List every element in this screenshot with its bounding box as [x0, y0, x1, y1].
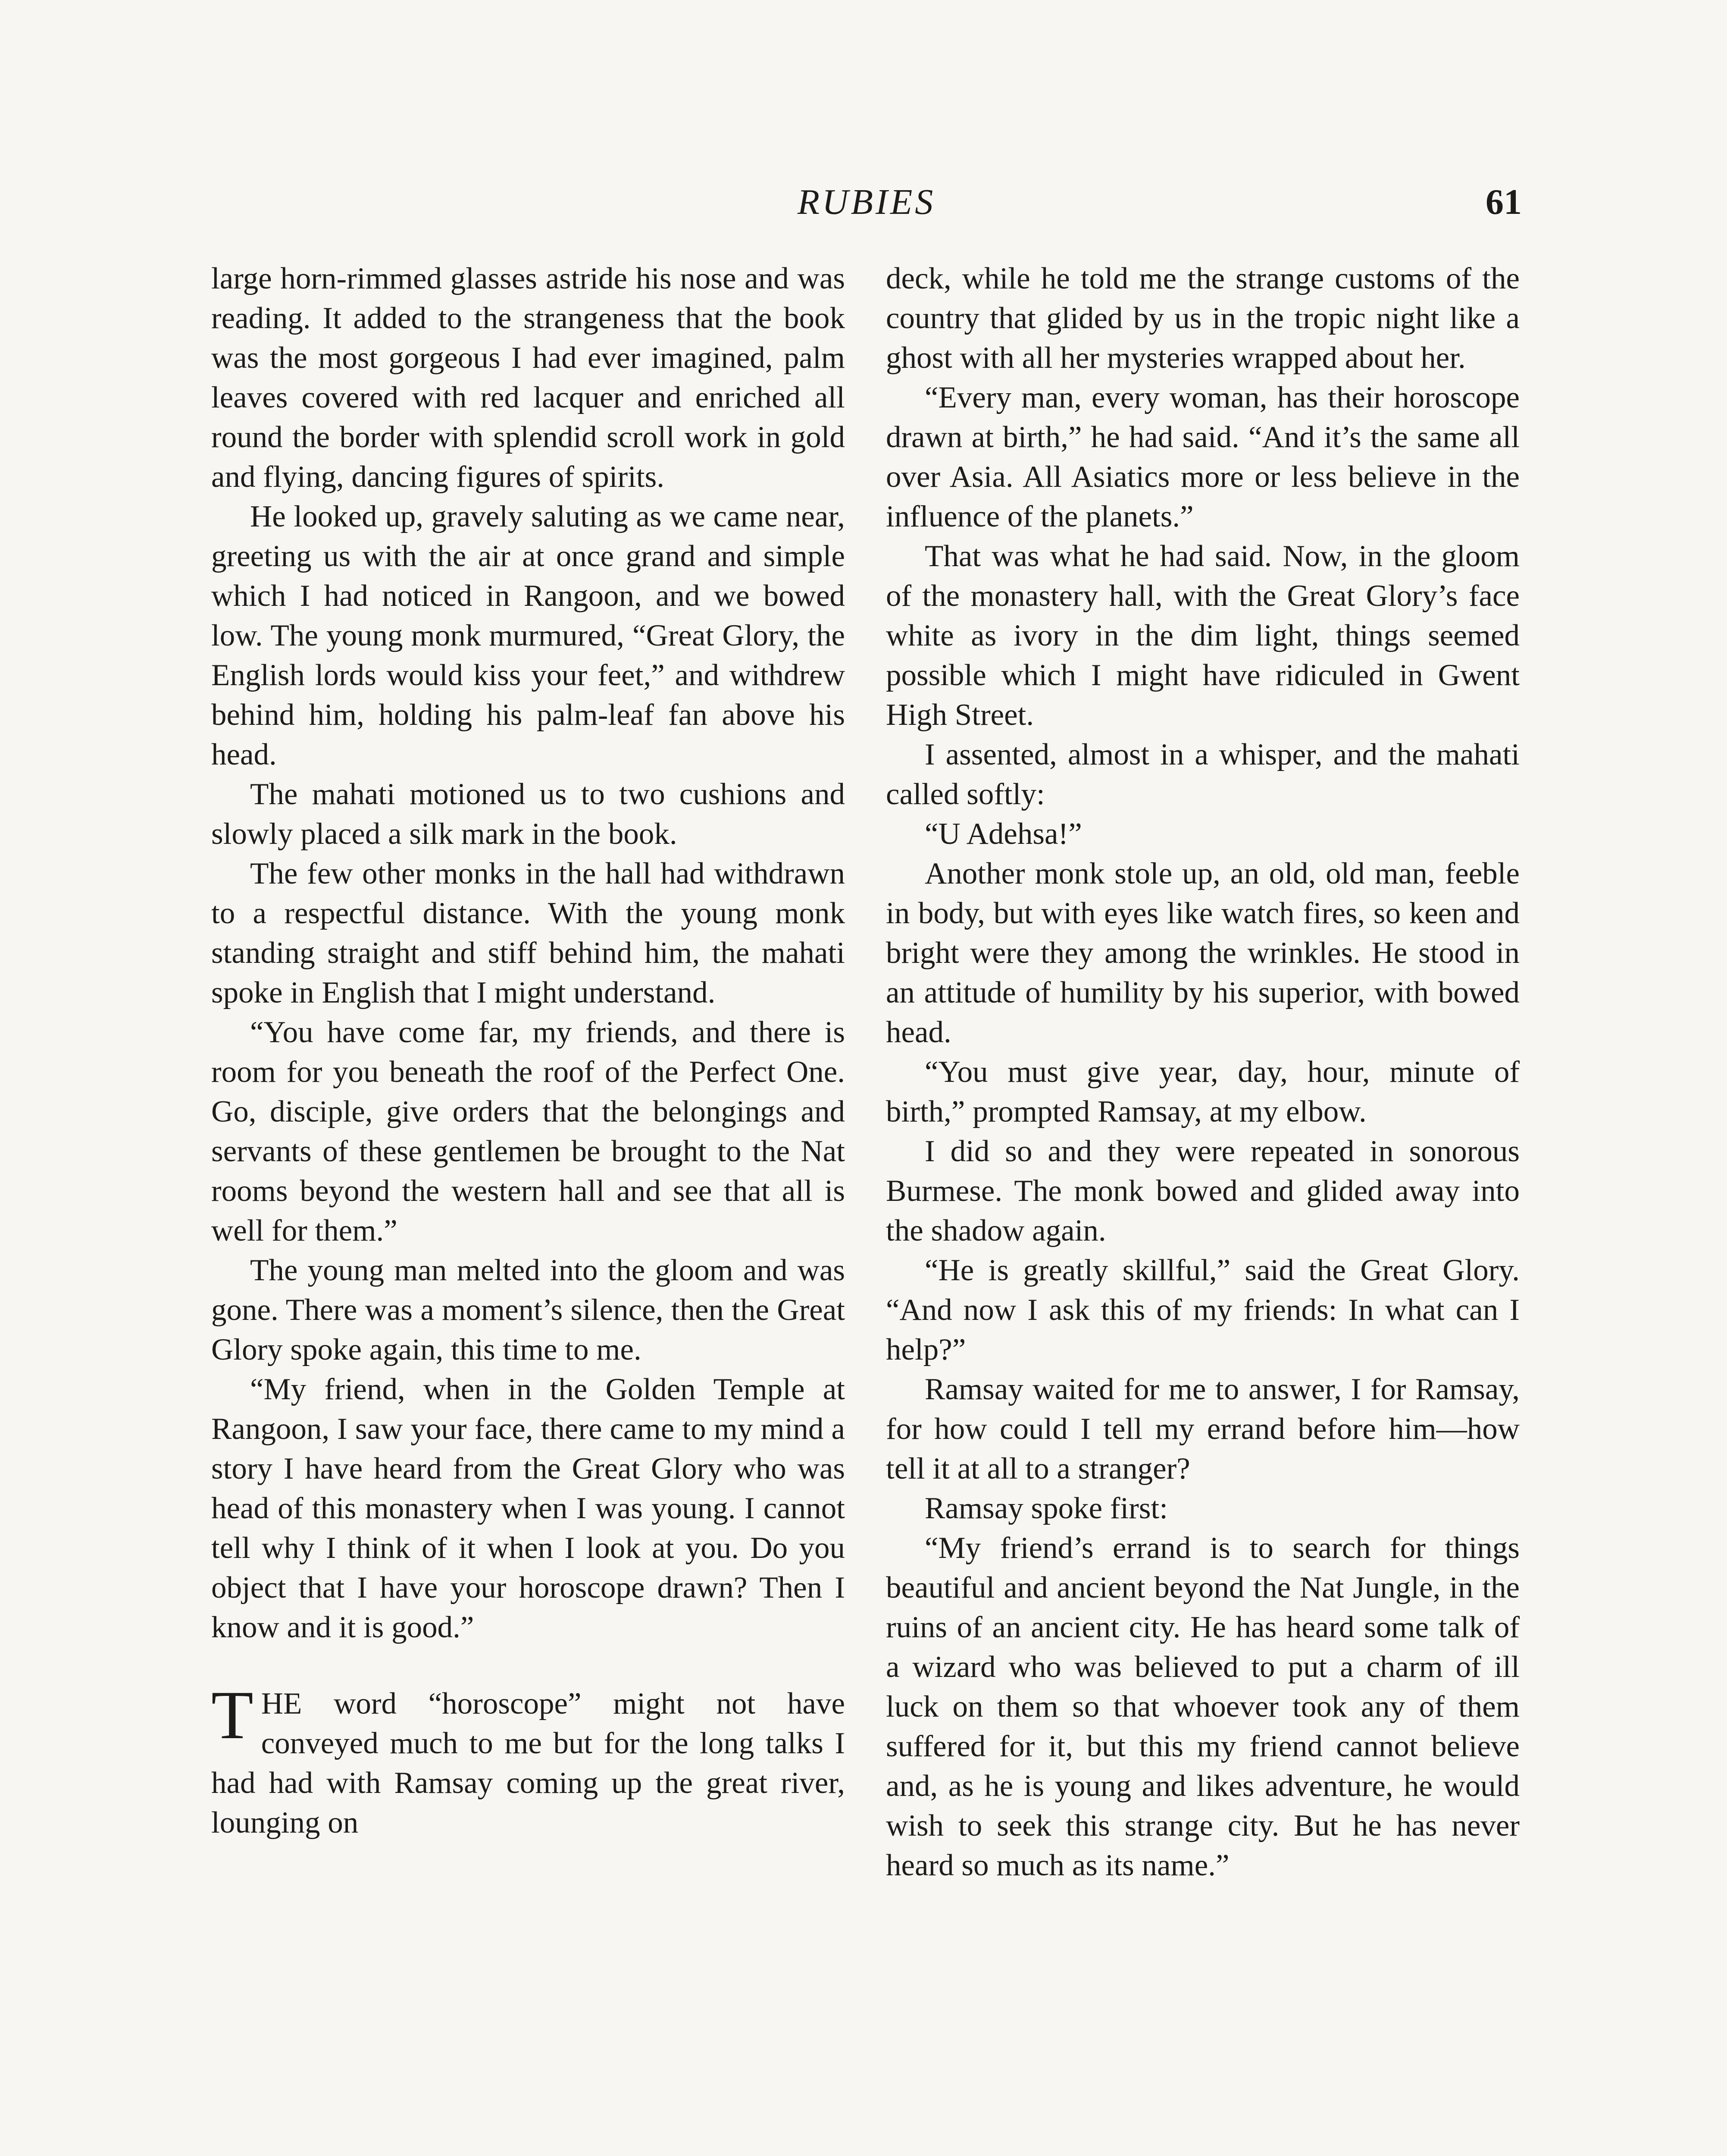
paragraph: “U Adehsa!”: [925, 817, 1082, 851]
paragraph-text: HE word “horoscope” might not have conveyed much to me but for the long talks I had had with Ramsay coming up the great river, lounging on: [211, 1687, 845, 1839]
paragraph: “He is greatly skillful,” said the Great Glory. “And now I ask this of my friends: In what can I help?”: [886, 1253, 1520, 1366]
paragraph: “Every man, every woman, has their horoscope drawn at birth,” he had said. “And it’s the same all over Asia. All Asiatics more or less believe in the influence of the planets.”: [886, 381, 1520, 533]
paragraph: The young man melted into the gloom and was gone. There was a moment’s silence, then the Great Glory spoke again, this time to me.: [211, 1253, 845, 1366]
drop-cap: T: [211, 1677, 253, 1753]
paragraph: He looked up, gravely saluting as we came near, greeting us with the air at once grand and simple which I had noticed in Rangoon, and we bowed low. The young monk murmured, “Great Glory, the English lords would kiss your feet,” and withdrew behind him, holding his palm-leaf fan above his head.: [211, 500, 845, 771]
paragraph: I did so and they were repeated in sonorous Burmese. The monk bowed and glided away into the shadow again.: [886, 1134, 1520, 1247]
left-column: [211, 259, 845, 1843]
paragraph: Another monk stole up, an old, old man, feeble in body, but with eyes like watch fires, so keen and bright were they among the wrinkles. He stood in an attitude of humility by his superior, with bowed head.: [886, 857, 1520, 1049]
section-start-paragraph: [211, 1677, 845, 1843]
paragraph: “My friend’s errand is to search for things beautiful and ancient beyond the Nat Jungle, in the ruins of an ancient city. He has heard some talk of a wizard who was believed to put a charm of ill luck on them so that whoever took any of them suffered for it, but this my friend cannot believe and, as he is young and likes adventure, he would wish to seek this strange city. But he has never heard so much as its name.”: [886, 1531, 1520, 1882]
paragraph: “You must give year, day, hour, minute of birth,” prompted Ramsay, at my elbow.: [886, 1055, 1520, 1128]
paragraph: deck, while he told me the strange customs of the country that glided by us in the tropic night like a ghost with all her mysteries wrapped about her.: [886, 262, 1520, 375]
right-column: [886, 259, 1520, 1885]
paragraph: I assented, almost in a whisper, and the mahati called softly:: [886, 738, 1520, 811]
running-title: RUBIES: [797, 182, 936, 222]
paragraph: The mahati motioned us to two cushions and slowly placed a silk mark in the book.: [211, 777, 845, 851]
page-number: 61: [1486, 182, 1522, 222]
paragraph: Ramsay spoke first:: [925, 1492, 1168, 1525]
page-header: [211, 181, 1522, 237]
paragraph: The few other monks in the hall had withdrawn to a respectful distance. With the young monk standing straight and stiff behind him, the mahati spoke in English that I might understand.: [211, 857, 845, 1009]
paragraph: large horn-rimmed glasses astride his nose and was reading. It added to the strangeness that the book was the most gorgeous I had ever imagined, palm leaves covered with red lacquer and enriched all round the border with splendid scroll work in gold and flying, dancing figures of spirits.: [211, 262, 845, 494]
paragraph: Ramsay waited for me to answer, I for Ramsay, for how could I tell my errand before him—how tell it at all to a stranger?: [886, 1373, 1520, 1485]
paragraph: “You have come far, my friends, and there is room for you beneath the roof of the Perfect One. Go, disciple, give orders that the belongings and servants of these gentlemen be brought to the Nat rooms beyond the western hall and see that all is well for them.”: [211, 1015, 845, 1247]
paragraph: That was what he had said. Now, in the gloom of the monastery hall, with the Great Glory’s face white as ivory in the dim light, things seemed possible which I might have ridiculed in Gwent High Street.: [886, 539, 1520, 732]
paragraph: “My friend, when in the Golden Temple at Rangoon, I saw your face, there came to my mind a story I have heard from the Great Glory who was head of this monastery when I was young. I cannot tell why I think of it when I look at you. Do you object that I have your horoscope drawn? Then I know and it is good.”: [211, 1373, 845, 1644]
